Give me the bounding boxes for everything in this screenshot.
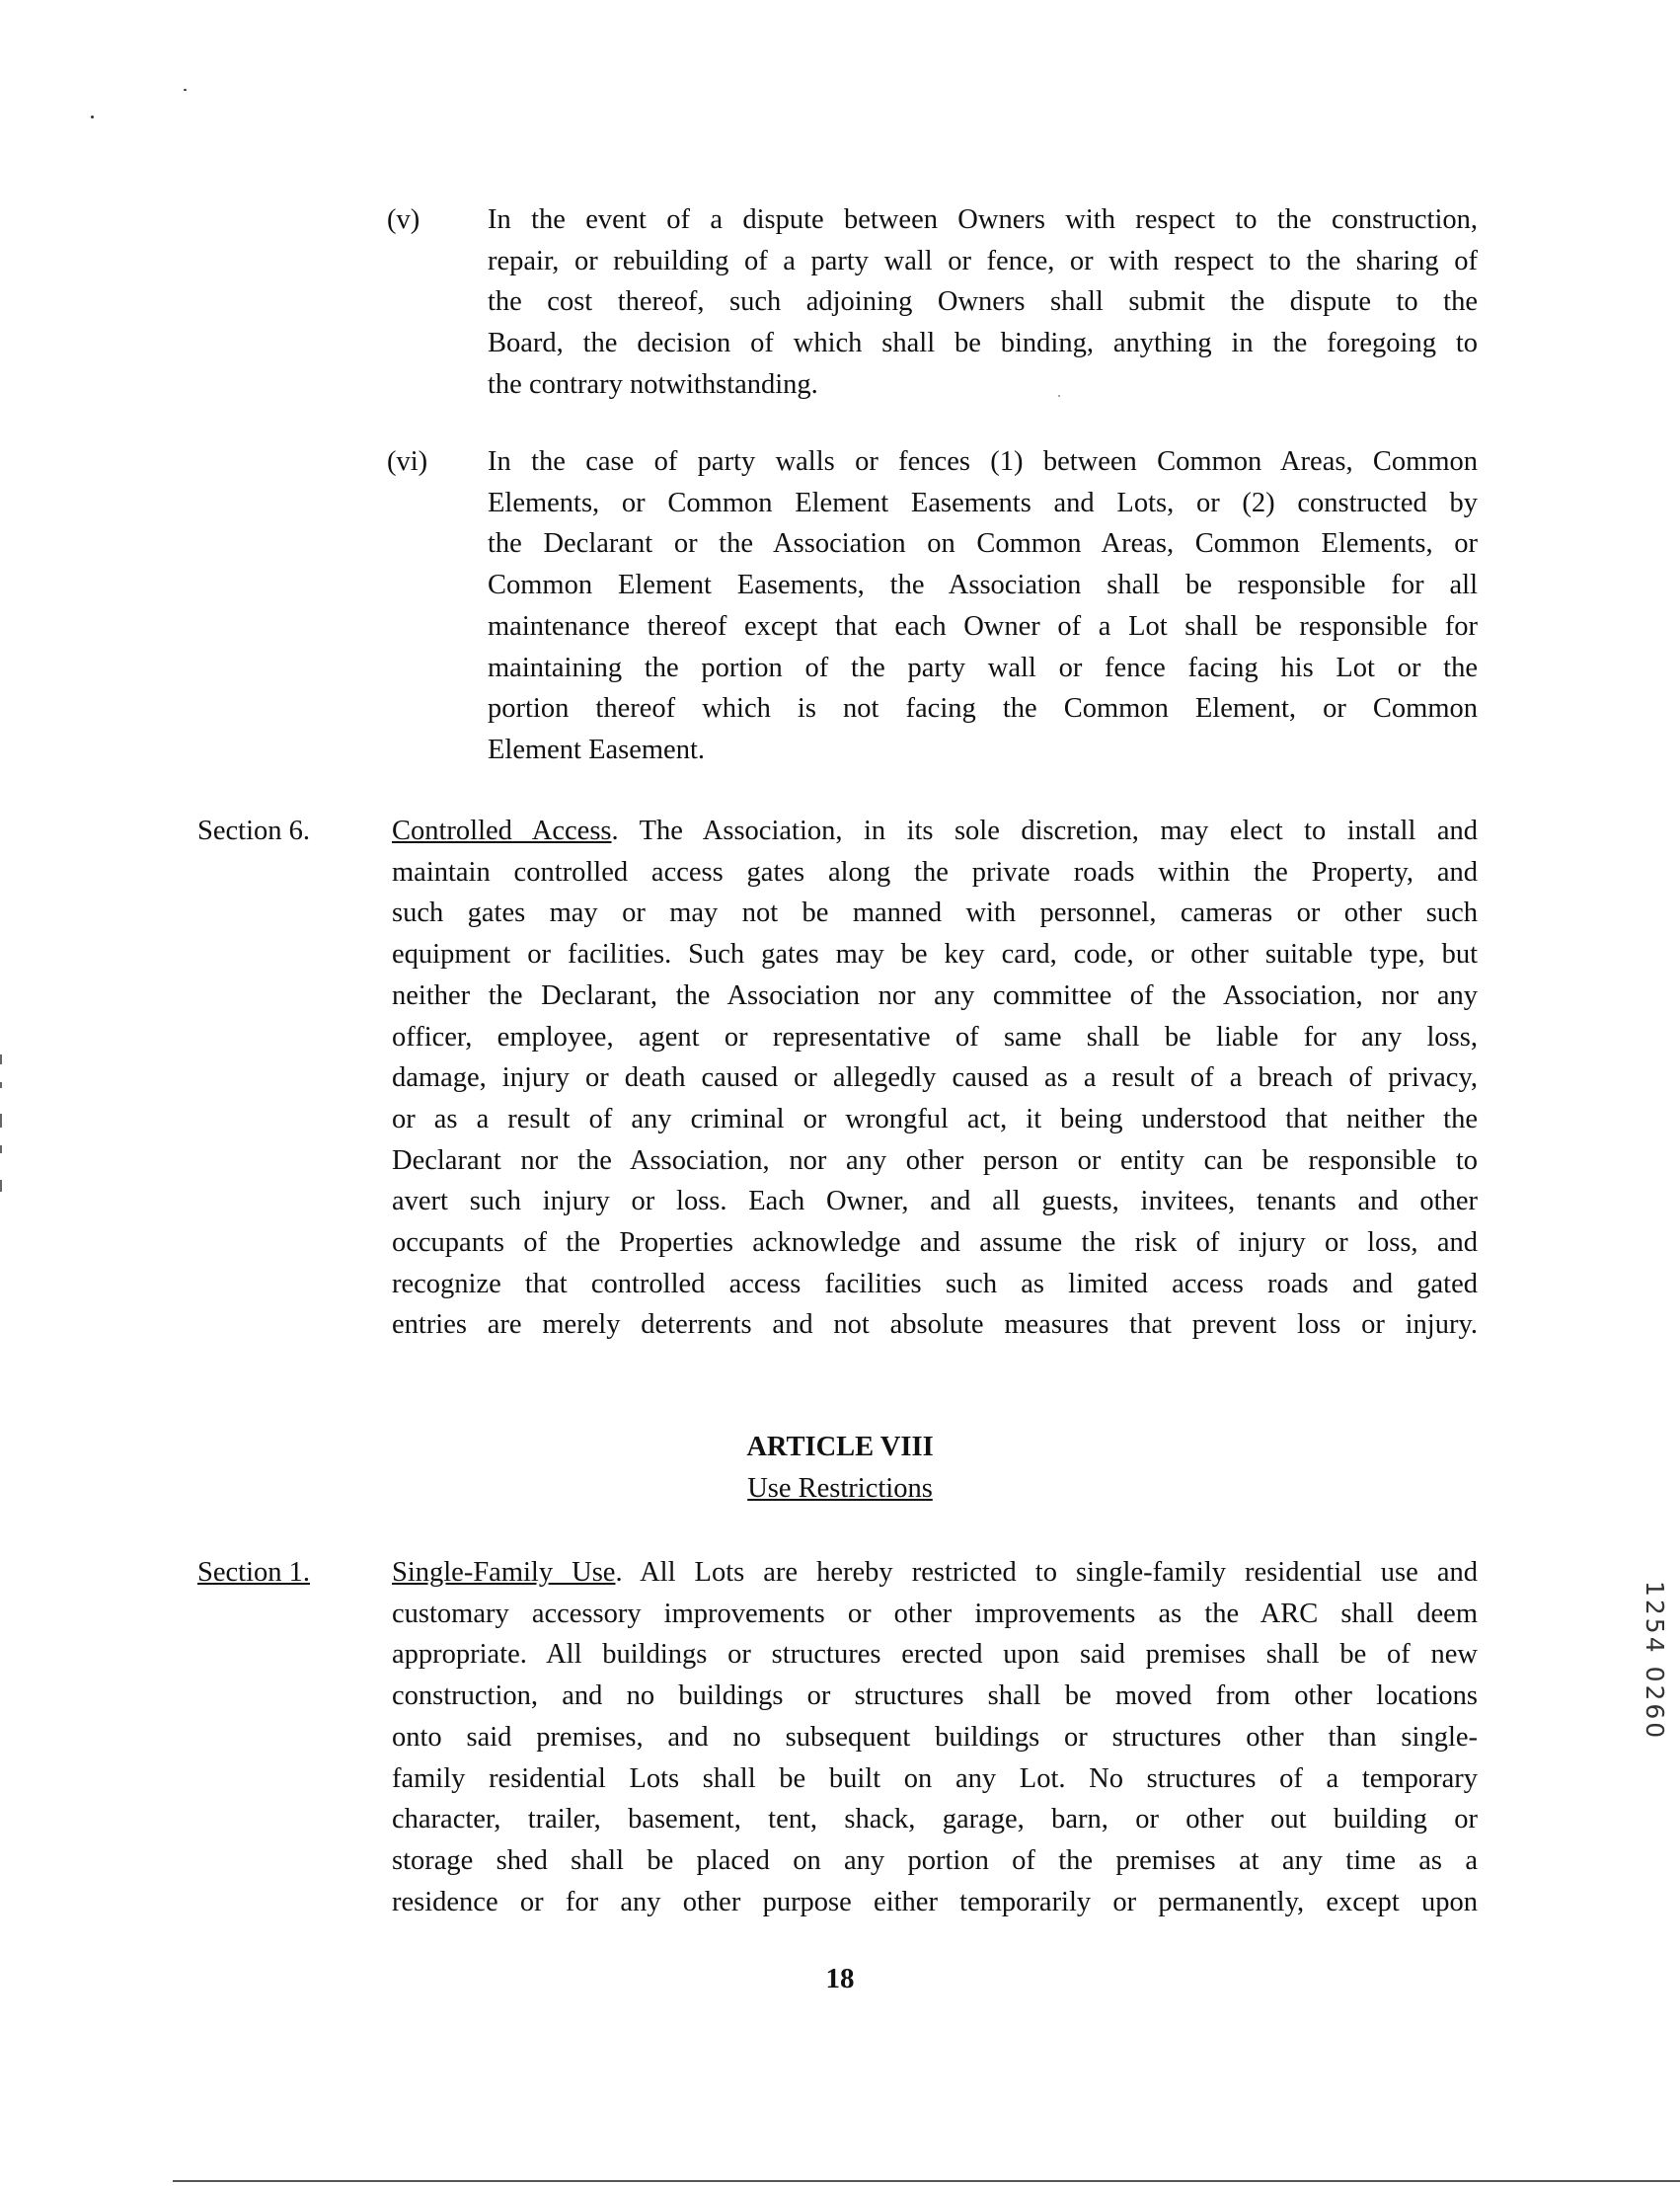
- paragraph-line: residence or for any other purpose either temporarily or permanently, except upon: [392, 1886, 1478, 1917]
- paragraph-text: . The Association, in its sole discretion, may elect to install and: [611, 816, 1479, 846]
- scan-edge-mark: [0, 1114, 2, 1128]
- paragraph-line: such gates may or may not be manned with personnel, cameras or other such: [392, 898, 1478, 929]
- item-vi-label: (vi): [387, 446, 428, 477]
- paragraph-line: Declarant nor the Association, nor any other person or entity can be responsible to: [392, 1144, 1478, 1176]
- paragraph-line: family residential Lots shall be built on any Lot. No structures of a temporary: [392, 1762, 1478, 1794]
- paragraph-line: avert such injury or loss. Each Owner, and all guests, invitees, tenants and other: [392, 1186, 1478, 1217]
- paragraph-line: or as a result of any criminal or wrongful act, it being understood that neither the: [392, 1103, 1478, 1134]
- paragraph-line: storage shed shall be placed on any portion of the premises at any time as a: [392, 1844, 1478, 1876]
- paragraph-line: maintenance thereof except that each Owner of a Lot shall be responsible for: [488, 610, 1478, 642]
- paragraph-line: customary accessory improvements or other improvements as the ARC shall deem: [392, 1598, 1478, 1629]
- article-title: ARTICLE VIII: [746, 1432, 934, 1462]
- scan-edge-mark: [0, 1054, 2, 1064]
- paragraph-line: Element Easement.: [488, 734, 705, 765]
- paragraph-line: damage, injury or death caused or allegedly caused as a result of a breach of privacy,: [392, 1062, 1478, 1094]
- paragraph-line: Board, the decision of which shall be binding, anything in the foregoing to: [488, 328, 1478, 359]
- section-1-paragraph: [392, 1552, 1478, 1922]
- paragraph-line: occupants of the Properties acknowledge and assume the risk of injury or loss, and: [392, 1227, 1478, 1259]
- paragraph-line: onto said premises, and no subsequent buildings or structures other than single-: [392, 1721, 1478, 1753]
- paragraph-line: portion thereof which is not facing the Common Element, or Common: [488, 693, 1478, 725]
- section-1-label: Section 1.: [197, 1557, 310, 1588]
- paragraph-line: [392, 811, 1478, 852]
- scan-edge-mark: [0, 1180, 2, 1192]
- paragraph-line: recognize that controlled access facilities such as limited access roads and gated: [392, 1268, 1478, 1299]
- page-bottom-edge: [173, 2180, 1680, 2182]
- paragraph-line: appropriate. All buildings or structures erected upon said premises shall be of new: [392, 1639, 1478, 1671]
- paragraph-line: entries are merely deterrents and not absolute measures that prevent loss or injury.: [392, 1309, 1478, 1341]
- paragraph-text: . All Lots are hereby restricted to single-family residential use and: [615, 1557, 1478, 1588]
- paragraph-line: In the event of a dispute between Owners with respect to the construction,: [488, 204, 1478, 235]
- paragraph-line: officer, employee, agent or representative of same shall be liable for any loss,: [392, 1021, 1478, 1053]
- article-subtitle: Use Restrictions: [747, 1473, 933, 1504]
- section-6-paragraph: [392, 811, 1478, 1346]
- scan-speck: [91, 116, 94, 118]
- scan-speck: [184, 89, 187, 91]
- paragraph-line: [392, 1552, 1478, 1594]
- section-6-heading: Controlled Access: [392, 816, 612, 846]
- section-6-label: Section 6.: [197, 816, 310, 846]
- item-vi-paragraph: [488, 441, 1478, 771]
- paragraph-line: the contrary notwithstanding.: [488, 368, 818, 400]
- item-v-label: (v): [387, 204, 420, 235]
- paragraph-line: neither the Declarant, the Association nor any committee of the Association, nor any: [392, 979, 1478, 1011]
- paragraph-line: Elements, or Common Element Easements and Lots, or (2) constructed by: [488, 487, 1478, 518]
- paragraph-line: equipment or facilities. Such gates may be key card, code, or other suitable type, but: [392, 939, 1478, 971]
- item-v-paragraph: [488, 199, 1478, 406]
- paragraph-line: maintaining the portion of the party wall or fence facing his Lot or the: [488, 652, 1478, 683]
- scan-edge-mark: [0, 1082, 2, 1088]
- paragraph-line: the cost thereof, such adjoining Owners shall submit the dispute to the: [488, 286, 1478, 318]
- scan-edge-mark: [0, 1145, 2, 1153]
- paragraph-line: construction, and no buildings or structures shall be moved from other locations: [392, 1680, 1478, 1712]
- recording-stamp: 1254 0260: [1641, 1581, 1669, 1742]
- paragraph-line: In the case of party walls or fences (1) between Common Areas, Common: [488, 446, 1478, 477]
- paragraph-line: the Declarant or the Association on Common Areas, Common Elements, or: [488, 528, 1478, 560]
- section-1-heading: Single-Family Use: [392, 1557, 616, 1588]
- paragraph-line: character, trailer, basement, tent, shack, garage, barn, or other out building or: [392, 1804, 1478, 1835]
- paragraph-line: maintain controlled access gates along the private roads within the Property, and: [392, 856, 1478, 888]
- page-number: 18: [825, 1963, 855, 1994]
- paragraph-line: repair, or rebuilding of a party wall or fence, or with respect to the sharing of: [488, 245, 1478, 276]
- paragraph-line: Common Element Easements, the Association shall be responsible for all: [488, 570, 1478, 601]
